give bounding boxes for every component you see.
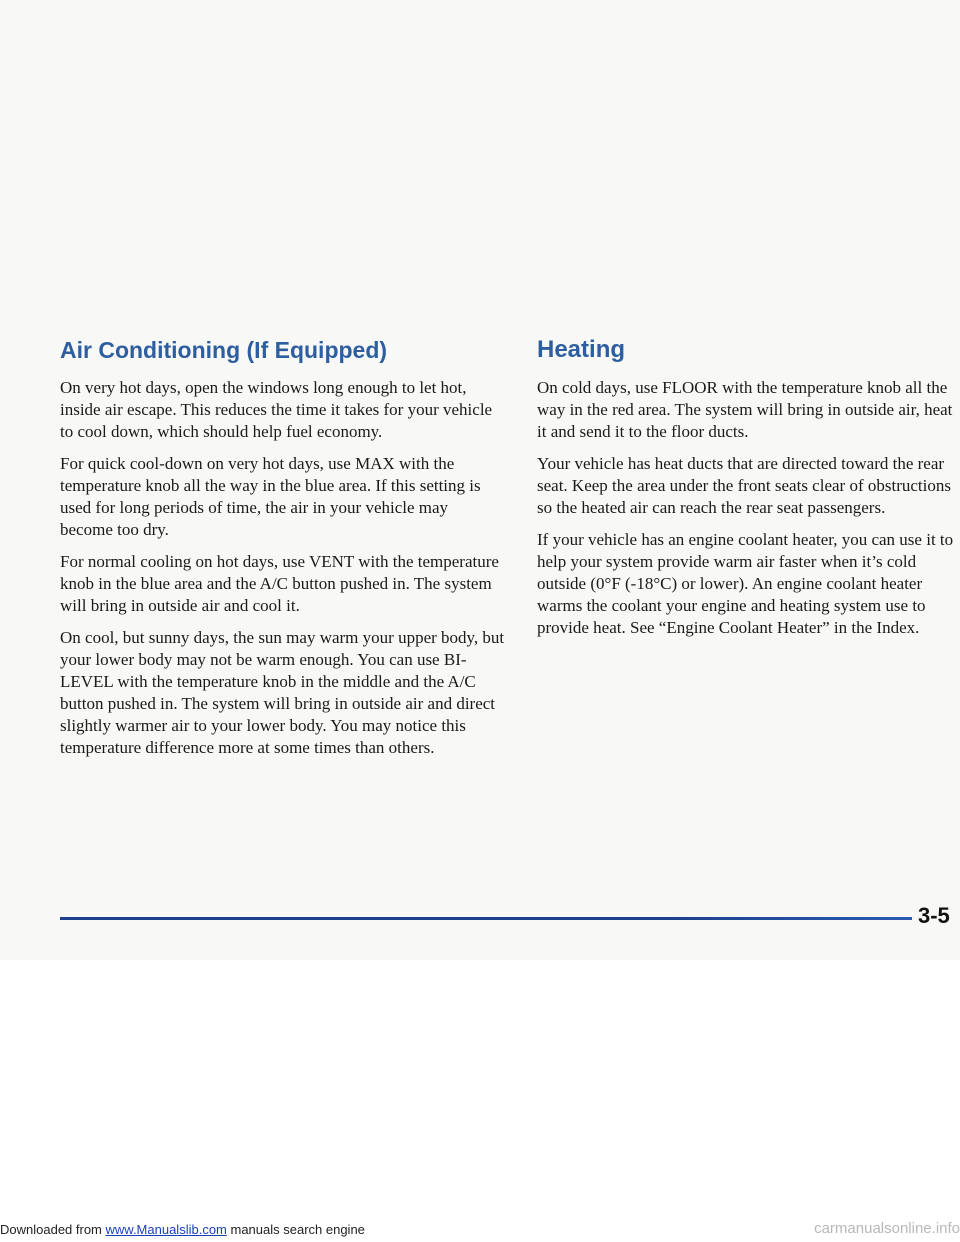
manualslib-link[interactable]: www.Manualslib.com xyxy=(105,1222,227,1237)
page-number: 3-5 xyxy=(918,903,950,928)
heating-section xyxy=(537,336,957,649)
heating-heading: Heating xyxy=(537,336,626,363)
heating-paragraph-2: Your vehicle has heat ducts that are directed toward the rear seat. Keep the area under the front seats clear of obstructions so the heated air can reach the rear seat passengers. xyxy=(537,454,951,517)
ac-paragraph-4: On cool, but sunny days, the sun may warm your upper body, but your lower body may not be warm enough. You can use BI-LEVEL with the temperature knob in the middle and the A/C button pushed in. The system will bring in outside air and direct slightly warmer air to your lower body. You may notice this temperature difference more at some times than others. xyxy=(60,628,505,757)
ac-paragraph-2: For quick cool-down on very hot days, use MAX with the temperature knob all the way in the blue area. If this setting is used for long periods of time, the air in your vehicle may become too dry. xyxy=(60,454,481,539)
ac-paragraph-1: On very hot days, open the windows long enough to let hot, inside air escape. This reduces the time it takes for your vehicle to cool down, which should help fuel economy. xyxy=(60,378,493,441)
air-conditioning-section xyxy=(60,336,505,769)
download-footer xyxy=(0,1222,365,1237)
ac-paragraph-3: For normal cooling on hot days, use VENT with the temperature knob in the blue area and the A/C button pushed in. The system will bring in outside air and cool it. xyxy=(60,552,499,615)
heating-paragraph-1: On cold days, use FLOOR with the temperature knob all the way in the red area. The system will bring in outside air, heat it and send it to the floor ducts. xyxy=(537,378,953,441)
site-watermark: carmanualsonline.info xyxy=(814,1220,960,1237)
heating-paragraph-3: If your vehicle has an engine coolant heater, you can use it to help your system provide warm air faster when it’s cold outside (0°F (-18°C) or lower). An engine coolant heater warms the coolant your engine and heating system use to provide heat. See “Engine Coolant Heater” in the Index. xyxy=(537,530,954,637)
footer-prefix: Downloaded from xyxy=(0,1222,106,1237)
air-conditioning-heading: Air Conditioning (If Equipped) xyxy=(60,337,388,363)
footer-suffix: manuals search engine xyxy=(226,1222,365,1237)
page-footer-rule xyxy=(60,917,912,920)
